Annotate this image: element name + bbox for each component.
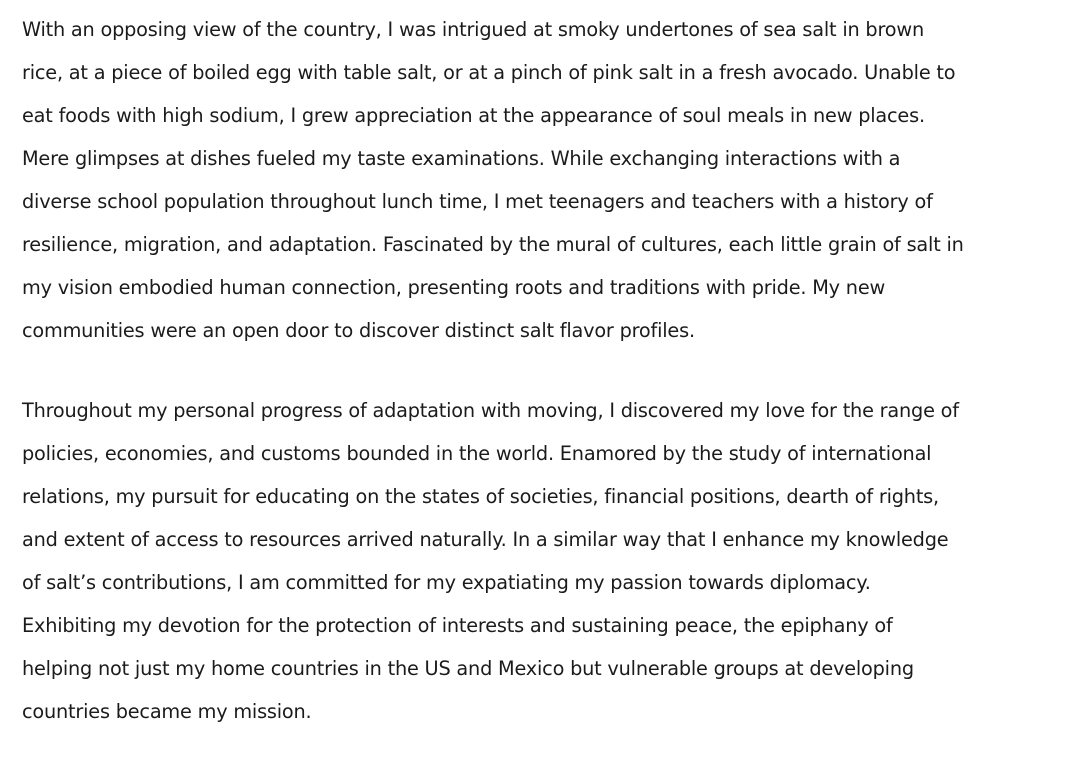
text-line: resilience, migration, and adaptation. Fascinated by the mural of cultures, each little grain of salt in: [22, 233, 964, 256]
essay-body: [22, 8, 1062, 770]
text-line: With an opposing view of the country, I was intrigued at smoky undertones of sea salt in brown: [22, 18, 924, 41]
text-line: helping not just my home countries in the US and Mexico but vulnerable groups at developing: [22, 657, 914, 680]
text-line: relations, my pursuit for educating on the states of societies, financial positions, dearth of rights,: [22, 485, 939, 508]
text-line: Throughout my personal progress of adaptation with moving, I discovered my love for the range of: [22, 399, 959, 422]
paragraph-diplomacy: [22, 389, 1062, 733]
text-line: rice, at a piece of boiled egg with table salt, or at a pinch of pink salt in a fresh avocado. Unable to: [22, 61, 956, 84]
text-line: and extent of access to resources arrived naturally. In a similar way that I enhance my knowledge: [22, 528, 949, 551]
text-line: my vision embodied human connection, presenting roots and traditions with pride. My new: [22, 276, 886, 299]
text-line: policies, economies, and customs bounded in the world. Enamored by the study of international: [22, 442, 932, 465]
text-line: communities were an open door to discover distinct salt flavor profiles.: [22, 319, 695, 342]
text-line: Exhibiting my devotion for the protection of interests and sustaining peace, the epiphany of: [22, 614, 893, 637]
text-line: of salt’s contributions, I am committed for my expatiating my passion towards diplomacy.: [22, 571, 871, 594]
text-line: Mere glimpses at dishes fueled my taste examinations. While exchanging interactions with a: [22, 147, 901, 170]
text-line: diverse school population throughout lunch time, I met teenagers and teachers with a history of: [22, 190, 933, 213]
text-line: countries became my mission.: [22, 700, 312, 723]
paragraph-salt-flavors: [22, 8, 1062, 352]
text-line: eat foods with high sodium, I grew appreciation at the appearance of soul meals in new places.: [22, 104, 925, 127]
